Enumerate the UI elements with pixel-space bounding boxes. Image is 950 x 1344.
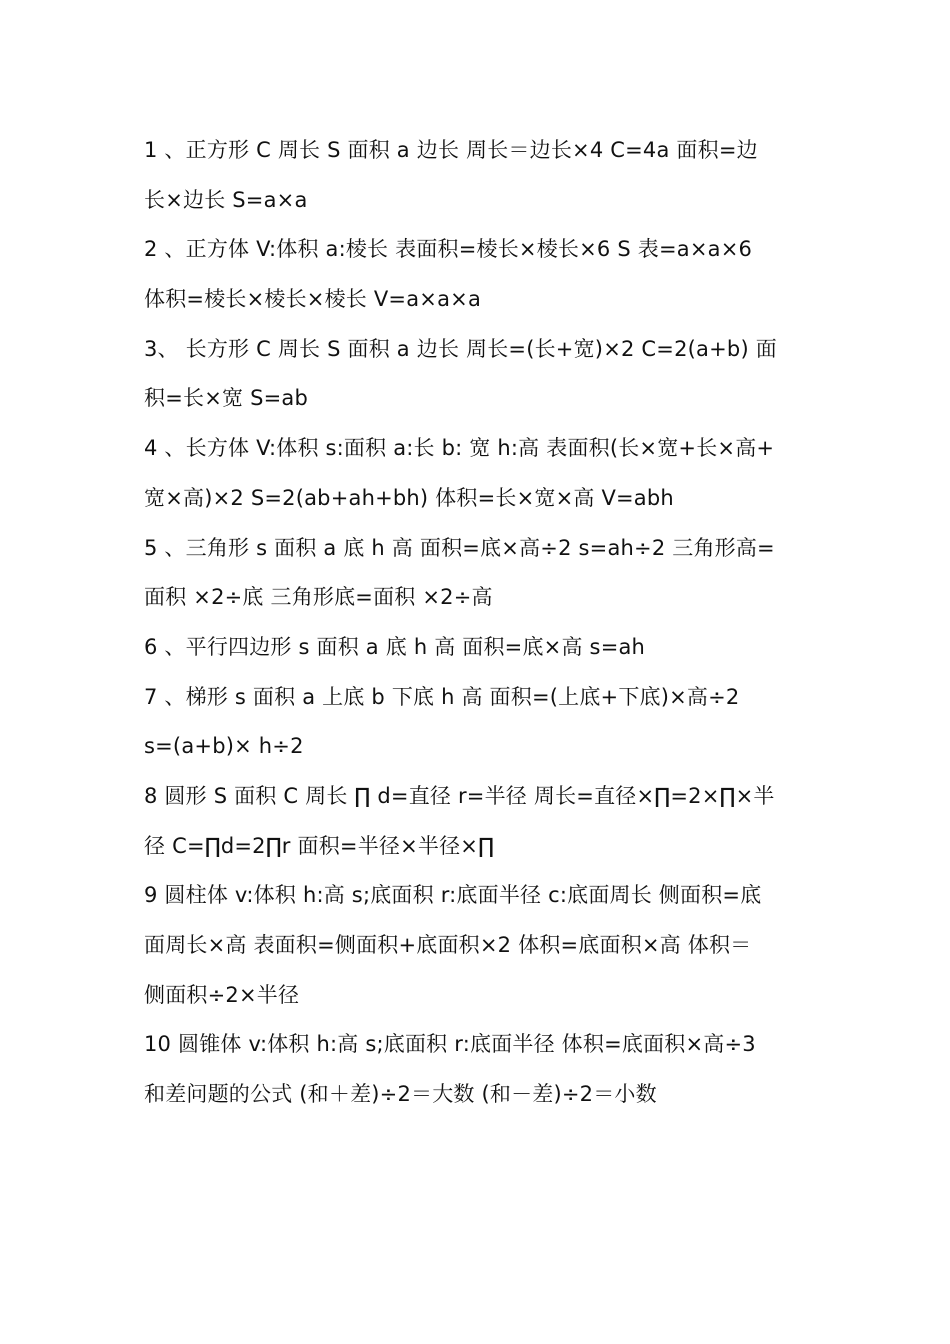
text-line-8: 宽×高)×2 S=2(ab+ah+bh) 体积=长×宽×高 V=abh xyxy=(144,485,674,510)
text-line-17: 面周长×高 表面积=侧面积+底面积×2 体积=底面积×高 体积＝ xyxy=(144,933,752,957)
text-line-13: s=(a+b)× h÷2 xyxy=(144,734,304,759)
text-line-11: 6 、平行四边形 s 面积 a 底 h 高 面积=底×高 s=ah xyxy=(144,634,646,659)
text-line-4: 体积=棱长×棱长×棱长 V=a×a×a xyxy=(144,287,482,312)
text-line-9: 5 、三角形 s 面积 a 底 h 高 面积=底×高÷2 s=ah÷2 三角形高= xyxy=(144,535,775,560)
text-line-1: 1 、正方形 C 周长 S 面积 a 边长 周长＝边长×4 C=4a 面积=边 xyxy=(144,138,758,162)
text-line-20: 和差问题的公式 (和＋差)÷2＝大数 (和－差)÷2＝小数 xyxy=(144,1082,657,1107)
text-line-14: 8 圆形 S 面积 C 周长 ∏ d=直径 r=半径 周长=直径×∏=2×∏×半 xyxy=(144,783,775,808)
text-line-19: 10 圆锥体 v:体积 h:高 s;底面积 r:底面半径 体积=底面积×高÷3 xyxy=(144,1032,756,1057)
text-line-18: 侧面积÷2×半径 xyxy=(144,982,300,1007)
text-line-15: 径 C=∏d=2∏r 面积=半径×半径×∏ xyxy=(144,833,495,858)
text-line-12: 7 、梯形 s 面积 a 上底 b 下底 h 高 面积=(上底+下底)×高÷2 xyxy=(144,684,740,709)
text-line-6: 积=长×宽 S=ab xyxy=(144,386,308,411)
text-line-5: 3、 长方形 C 周长 S 面积 a 边长 周长=(长+宽)×2 C=2(a+b) 面 xyxy=(144,336,777,361)
text-line-16: 9 圆柱体 v:体积 h:高 s;底面积 r:底面半径 c:底面周长 侧面积=底 xyxy=(144,883,762,908)
text-line-10: 面积 ×2÷底 三角形底=面积 ×2÷高 xyxy=(144,585,493,610)
text-line-2: 长×边长 S=a×a xyxy=(144,187,308,212)
formula-text-block xyxy=(144,126,816,1120)
text-line-3: 2 、正方体 V:体积 a:棱长 表面积=棱长×棱长×6 S 表=a×a×6 xyxy=(144,237,753,262)
text-line-7: 4 、长方体 V:体积 s:面积 a:长 b: 宽 h:高 表面积(长×宽+长×高+ xyxy=(144,436,775,461)
